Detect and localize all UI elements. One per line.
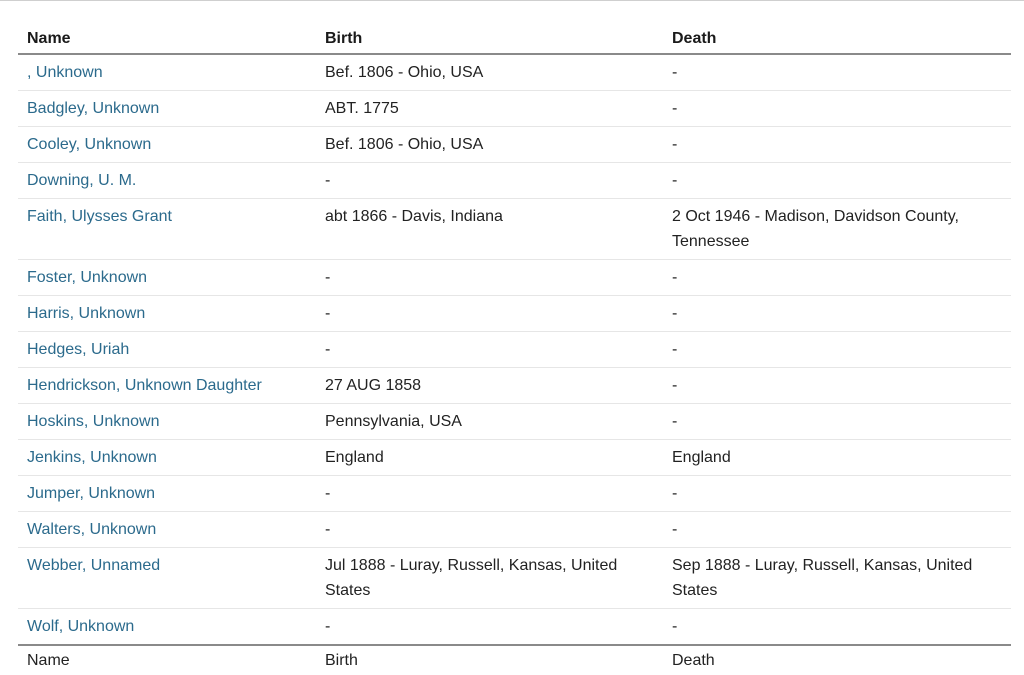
table-row bbox=[18, 512, 1011, 548]
death-cell: 2 Oct 1946 - Madison, Davidson County, Tennessee bbox=[663, 199, 1011, 260]
header-name[interactable]: Name bbox=[18, 24, 316, 54]
table-row bbox=[18, 332, 1011, 368]
death-cell: - bbox=[663, 91, 1011, 127]
person-link[interactable]: Webber, Unnamed bbox=[27, 557, 161, 574]
birth-cell: - bbox=[316, 476, 663, 512]
header-birth[interactable]: Birth bbox=[316, 24, 663, 54]
person-link[interactable]: Walters, Unknown bbox=[27, 521, 157, 538]
death-cell: - bbox=[663, 260, 1011, 296]
table-row bbox=[18, 548, 1011, 609]
name-cell bbox=[18, 476, 316, 512]
footer-birth: Birth bbox=[316, 645, 663, 675]
header-death[interactable]: Death bbox=[663, 24, 1011, 54]
name-cell bbox=[18, 609, 316, 646]
table-row bbox=[18, 440, 1011, 476]
birth-cell: Pennsylvania, USA bbox=[316, 404, 663, 440]
person-link[interactable]: Cooley, Unknown bbox=[27, 136, 152, 153]
person-link[interactable]: Jenkins, Unknown bbox=[27, 449, 157, 466]
birth-cell: - bbox=[316, 296, 663, 332]
footer-row bbox=[18, 645, 1011, 675]
birth-cell: Bef. 1806 - Ohio, USA bbox=[316, 127, 663, 163]
table-footer bbox=[18, 645, 1011, 675]
birth-cell: Bef. 1806 - Ohio, USA bbox=[316, 54, 663, 91]
name-cell bbox=[18, 512, 316, 548]
death-cell: - bbox=[663, 296, 1011, 332]
person-link[interactable]: Jumper, Unknown bbox=[27, 485, 156, 502]
table-row bbox=[18, 54, 1011, 91]
death-cell: - bbox=[663, 332, 1011, 368]
person-link[interactable]: Hendrickson, Unknown Daughter bbox=[27, 377, 262, 394]
table-row bbox=[18, 91, 1011, 127]
death-cell: - bbox=[663, 163, 1011, 199]
person-link[interactable]: Foster, Unknown bbox=[27, 269, 148, 286]
table-row bbox=[18, 260, 1011, 296]
person-link[interactable]: Badgley, Unknown bbox=[27, 100, 160, 117]
table-row bbox=[18, 404, 1011, 440]
death-cell: England bbox=[663, 440, 1011, 476]
name-cell bbox=[18, 404, 316, 440]
death-cell: - bbox=[663, 404, 1011, 440]
death-cell: - bbox=[663, 127, 1011, 163]
death-cell: - bbox=[672, 618, 678, 635]
name-cell bbox=[18, 54, 316, 91]
birth-cell: - bbox=[325, 618, 331, 635]
person-link[interactable]: Hoskins, Unknown bbox=[27, 413, 160, 430]
person-link[interactable]: Downing, U. M. bbox=[27, 172, 137, 189]
table-body bbox=[18, 54, 1011, 645]
name-cell bbox=[18, 368, 316, 404]
death-cell: Sep 1888 - Luray, Russell, Kansas, United States bbox=[663, 548, 1011, 609]
death-cell: - bbox=[663, 368, 1011, 404]
footer-name: Name bbox=[18, 645, 316, 675]
name-cell bbox=[18, 332, 316, 368]
header-row bbox=[18, 24, 1011, 54]
table-row bbox=[18, 199, 1011, 260]
death-cell: - bbox=[663, 54, 1011, 91]
person-link[interactable]: , Unknown bbox=[27, 64, 103, 81]
table-header bbox=[18, 24, 1011, 54]
birth-cell: - bbox=[316, 512, 663, 548]
table-row bbox=[18, 609, 1011, 646]
name-cell bbox=[18, 91, 316, 127]
footer-death: Death bbox=[663, 645, 1011, 675]
name-cell bbox=[18, 440, 316, 476]
person-link[interactable]: Hedges, Uriah bbox=[27, 341, 130, 358]
name-cell bbox=[18, 127, 316, 163]
table-row bbox=[18, 296, 1011, 332]
table-row bbox=[18, 163, 1011, 199]
birth-cell: abt 1866 - Davis, Indiana bbox=[316, 199, 663, 260]
birth-cell: 27 AUG 1858 bbox=[316, 368, 663, 404]
table-row bbox=[18, 368, 1011, 404]
name-cell bbox=[18, 296, 316, 332]
table-row bbox=[18, 476, 1011, 512]
table-row bbox=[18, 127, 1011, 163]
birth-cell: - bbox=[316, 332, 663, 368]
person-link[interactable]: Wolf, Unknown bbox=[27, 618, 135, 635]
birth-cell: - bbox=[316, 260, 663, 296]
birth-cell: - bbox=[316, 163, 663, 199]
person-link[interactable]: Harris, Unknown bbox=[27, 305, 146, 322]
death-cell: - bbox=[663, 512, 1011, 548]
people-table bbox=[18, 24, 1011, 675]
name-cell bbox=[18, 163, 316, 199]
name-cell bbox=[18, 260, 316, 296]
birth-cell: ABT. 1775 bbox=[316, 91, 663, 127]
death-cell: - bbox=[663, 476, 1011, 512]
name-cell bbox=[18, 548, 316, 609]
birth-cell: Jul 1888 - Luray, Russell, Kansas, United States bbox=[316, 548, 663, 609]
person-link[interactable]: Faith, Ulysses Grant bbox=[27, 208, 172, 225]
birth-cell: England bbox=[316, 440, 663, 476]
name-cell bbox=[18, 199, 316, 260]
